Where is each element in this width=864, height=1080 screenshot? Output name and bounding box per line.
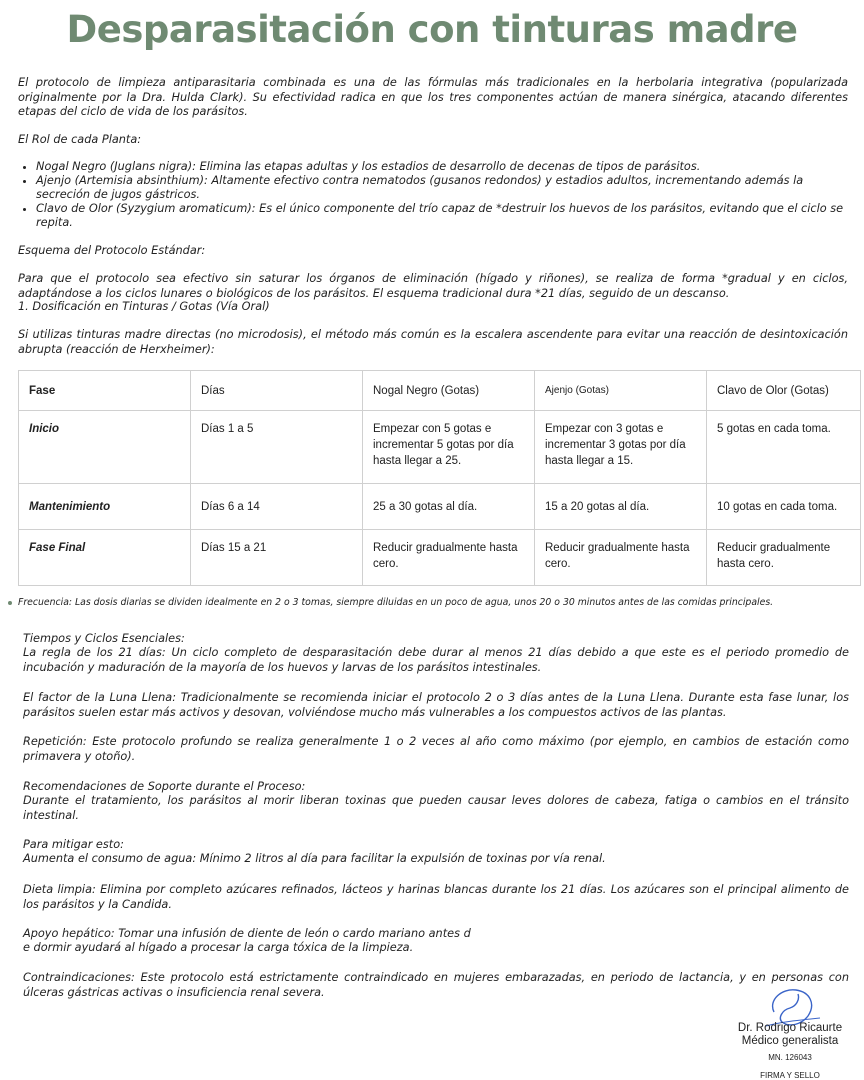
signature-block xyxy=(720,1022,860,1080)
table-cell: Días 1 a 5 xyxy=(191,411,363,484)
dosing-heading: 1. Dosificación en Tinturas / Gotas (Vía Oral) xyxy=(18,300,270,313)
table-header-cell: Nogal Negro (Gotas) xyxy=(363,371,535,411)
table-cell-phase: Fase Final xyxy=(19,530,191,586)
scheme-paragraph: Para que el protocolo sea efectivo sin saturar los órganos de eliminación (hígado y riñones), se realiza de forma *gradual y en ciclos, adaptándose a los ciclos lunares o biológicos de los parásitos. El esquema tradicional dura *21 días, seguido de un descanso. xyxy=(18,272,848,300)
doctor-role: Médico generalista xyxy=(741,1035,839,1047)
table-row xyxy=(19,411,861,484)
table-cell: Empezar con 3 gotas e incrementar 3 gotas por día hasta llegar a 15. xyxy=(535,411,707,484)
liver-line-1: Apoyo hepático: Tomar una infusión de diente de león o cardo mariano antes d xyxy=(23,927,471,940)
role-item-clavo: • Clavo de Olor (Syzygium aromaticum): Es el único componente del trío capaz de *destruir los huevos de los parásitos, evitando que el ciclo se repita. xyxy=(36,202,848,230)
table-cell-phase: Inicio xyxy=(19,411,191,484)
table-cell: Reducir gradualmente hasta cero. xyxy=(707,530,861,586)
bullet-dot-icon xyxy=(8,601,12,605)
table-cell: Empezar con 5 gotas e incrementar 5 gotas por día hasta llegar a 25. xyxy=(363,411,535,484)
table-header-cell: Fase xyxy=(19,371,191,411)
table-cell: Reducir gradualmente hasta cero. xyxy=(535,530,707,586)
repeat-paragraph: Repetición: Este protocolo profundo se realiza generalmente 1 o 2 veces al año como máximo (por ejemplo, en cambios de estación como primavera y otoño). xyxy=(23,735,849,763)
page-title: Desparasitación con tinturas madre xyxy=(66,8,798,51)
ladder-paragraph: Si utilizas tinturas madre directas (no microdosis), el método más común es la escalera ascendente para evitar una reacción de desintoxicación abrupta (reacción de Herxheimer): xyxy=(18,328,848,356)
table-row xyxy=(19,530,861,586)
role-item-nogal: • Nogal Negro (Juglans nigra): Elimina las etapas adultas y los estadios de desarrollo de decenas de tipos de parásitos. xyxy=(36,160,848,174)
mitigate-heading: Para mitigar esto: xyxy=(23,838,124,851)
diet-paragraph: Dieta limpia: Elimina por completo azúcares refinados, lácteos y harinas blancas durante los 21 días. Los azúcares son el principal alimento de los parásitos y la Candida. xyxy=(23,883,849,911)
roles-heading: El Rol de cada Planta: xyxy=(18,133,142,146)
moon-paragraph: El factor de la Luna Llena: Tradicionalmente se recomienda iniciar el protocolo 2 o 3 días antes de la Luna Llena. Durante esta fase lunar, los parásitos suelen estar más activos y desovan, volviéndose mucho más vulnerables a los compuestos activos de las plantas. xyxy=(23,691,849,719)
signature-stamp-label: FIRMA Y SELLO xyxy=(760,1071,820,1080)
dosing-table xyxy=(18,370,861,586)
support-paragraph: Durante el tratamiento, los parásitos al morir liberan toxinas que pueden causar leves dolores de cabeza, fatiga o cambios en el tránsito intestinal. xyxy=(23,794,849,822)
table-cell: Días 6 a 14 xyxy=(191,484,363,530)
frequency-note-text: Frecuencia: Las dosis diarias se dividen idealmente en 2 o 3 tomas, siempre diluidas en un poco de agua, unos 20 o 30 minutos antes de las comidas principales. xyxy=(18,597,774,608)
doctor-name: Dr. Rodrigo Ricaurte xyxy=(737,1022,843,1034)
table-header-row xyxy=(19,371,861,411)
intro-paragraph: El protocolo de limpieza antiparasitaria combinada es una de las fórmulas más tradicionales en la herbolaria integrativa (popularizada originalmente por la Dra. Hulda Clark). Su efectividad radica en que los tres componentes actúan de manera sinérgica, atacando diferentes etapas del ciclo de vida de los parásitos. xyxy=(18,76,848,118)
table-cell: Días 15 a 21 xyxy=(191,530,363,586)
role-item-ajenjo: • Ajenjo (Artemisia absinthium): Altamente efectivo contra nematodos (gusanos redondos) y estadios adultos, incrementando además la secreción de jugos gástricos. xyxy=(36,174,848,202)
table-cell: 25 a 30 gotas al día. xyxy=(363,484,535,530)
roles-list xyxy=(18,160,848,230)
times-heading: Tiempos y Ciclos Esenciales: xyxy=(23,632,185,645)
rule-21-paragraph: La regla de los 21 días: Un ciclo completo de desparasitación debe durar al menos 21 días debido a que este es el periodo promedio de incubación y maduración de la mayoría de los huevos y larvas de los parásitos intestinales. xyxy=(23,646,849,674)
contraindications-paragraph: Contraindicaciones: Este protocolo está estrictamente contraindicado en mujeres embarazadas, en periodo de lactancia, y en personas con úlceras gástricas activas o insuficiencia renal severa. xyxy=(23,971,849,999)
table-cell: 15 a 20 gotas al día. xyxy=(535,484,707,530)
table-header-cell: Ajenjo (Gotas) xyxy=(535,371,707,411)
scheme-heading: Esquema del Protocolo Estándar: xyxy=(18,244,206,257)
table-header-cell: Días xyxy=(191,371,363,411)
table-cell: 5 gotas en cada toma. xyxy=(707,411,861,484)
support-heading: Recomendaciones de Soporte durante el Proceso: xyxy=(23,780,306,793)
license-number: MN. 126043 xyxy=(768,1053,812,1062)
table-header-cell: Clavo de Olor (Gotas) xyxy=(707,371,861,411)
liver-line-2: e dormir ayudará al hígado a procesar la carga tóxica de la limpieza. xyxy=(23,941,414,954)
table-row xyxy=(19,484,861,530)
water-paragraph: Aumenta el consumo de agua: Mínimo 2 litros al día para facilitar la expulsión de toxinas por vía renal. xyxy=(23,852,606,865)
table-cell: 10 gotas en cada toma. xyxy=(707,484,861,530)
table-cell: Reducir gradualmente hasta cero. xyxy=(363,530,535,586)
table-cell-phase: Mantenimiento xyxy=(19,484,191,530)
frequency-note xyxy=(8,597,858,609)
